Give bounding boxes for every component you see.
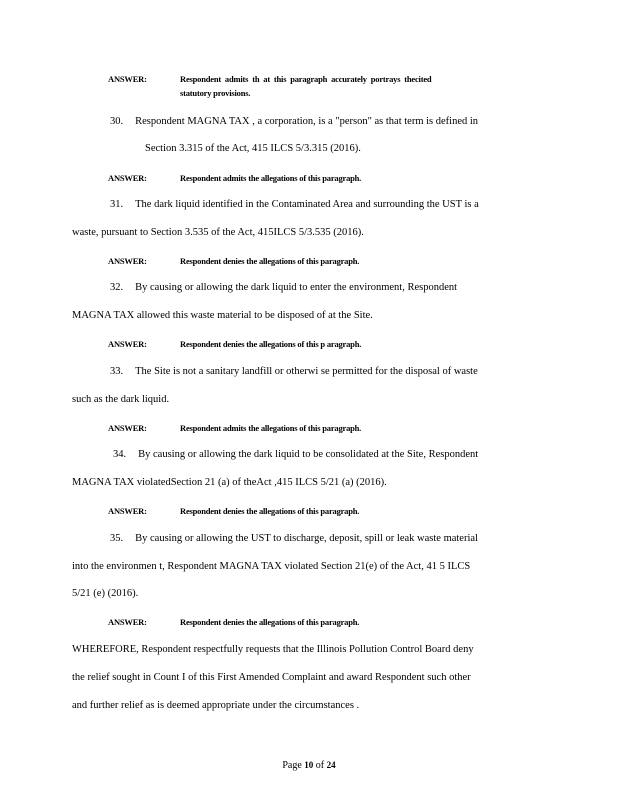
page-footer [0, 759, 618, 772]
answer-label: ANSWER: [108, 617, 147, 627]
paragraph-line: By causing or allowing the dark liquid to enter the environment, Respondent [135, 282, 458, 293]
paragraph-line: such as the dark liquid. [72, 394, 170, 405]
paragraph-line: The Site is not a sanitary landfill or otherwi se permitted for the disposal of waste [135, 366, 478, 377]
answer-text-line-2: statutory provisions. [180, 88, 251, 98]
paragraph-number: 31. [110, 199, 124, 210]
paragraph-35 [110, 532, 478, 546]
paragraph-number: 34. [113, 449, 127, 460]
wherefore-line: WHEREFORE, Respondent respectfully requests that the Illinois Pollution Control Board deny [72, 644, 474, 655]
paragraph-32 [110, 281, 457, 295]
paragraph-31 [110, 198, 479, 212]
answer-text: Respondent admits the allegations of this paragraph. [180, 423, 362, 433]
page-label: Page [282, 760, 302, 771]
paragraph-line: By causing or allowing the UST to discharge, deposit, spill or leak waste material [135, 533, 478, 544]
answer-label: ANSWER: [108, 506, 147, 516]
answer-label: ANSWER: [108, 74, 147, 84]
paragraph-34 [113, 448, 478, 462]
paragraph-number: 35. [110, 533, 124, 544]
total-pages: 24 [326, 760, 336, 770]
answer-label: ANSWER: [108, 423, 147, 433]
paragraph-line: Section 3.315 of the Act, 415 ILCS 5/3.315 (2016). [145, 143, 361, 154]
paragraph-number: 32. [110, 282, 124, 293]
paragraph-line: The dark liquid identified in the Contaminated Area and surrounding the UST is a [135, 199, 479, 210]
answer-label: ANSWER: [108, 173, 147, 183]
paragraph-number: 33. [110, 366, 124, 377]
answer-text: Respondent denies the allegations of this paragraph. [180, 617, 360, 627]
paragraph-30 [110, 115, 478, 129]
paragraph-line: waste, pursuant to Section 3.535 of the Act, 415ILCS 5/3.535 (2016). [72, 227, 364, 238]
answer-text-line-1: Respondent admits th at this paragraph accurately portrays thecited [180, 74, 432, 84]
paragraph-line: MAGNA TAX allowed this waste material to be disposed of at the Site. [72, 310, 373, 321]
answer-text: Respondent admits the allegations of this paragraph. [180, 173, 362, 183]
wherefore-line: and further relief as is deemed appropriate under the circumstances . [72, 700, 360, 711]
paragraph-33 [110, 365, 478, 379]
paragraph-line: MAGNA TAX violatedSection 21 (a) of theAct ,415 ILCS 5/21 (a) (2016). [72, 477, 387, 488]
paragraph-line: into the environmen t, Respondent MAGNA TAX violated Section 21(e) of the Act, 41 5 ILCS [72, 561, 471, 572]
answer-text: Respondent denies the allegations of this paragraph. [180, 506, 360, 516]
answer-label: ANSWER: [108, 256, 147, 266]
paragraph-line: By causing or allowing the dark liquid to be consolidated at the Site, Respondent [138, 449, 479, 460]
paragraph-number: 30. [110, 116, 124, 127]
of-label: of [315, 760, 325, 771]
wherefore-line: the relief sought in Count I of this First Amended Complaint and award Respondent such other [72, 672, 471, 683]
answer-label: ANSWER: [108, 339, 147, 349]
page-number: 10 [304, 760, 314, 770]
answer-text: Respondent denies the allegations of this paragraph. [180, 256, 360, 266]
paragraph-line: 5/21 (e) (2016). [72, 588, 139, 599]
paragraph-line: Respondent MAGNA TAX , a corporation, is a "person" as that term is defined in [135, 116, 479, 127]
answer-text: Respondent denies the allegations of this p aragraph. [180, 339, 362, 349]
